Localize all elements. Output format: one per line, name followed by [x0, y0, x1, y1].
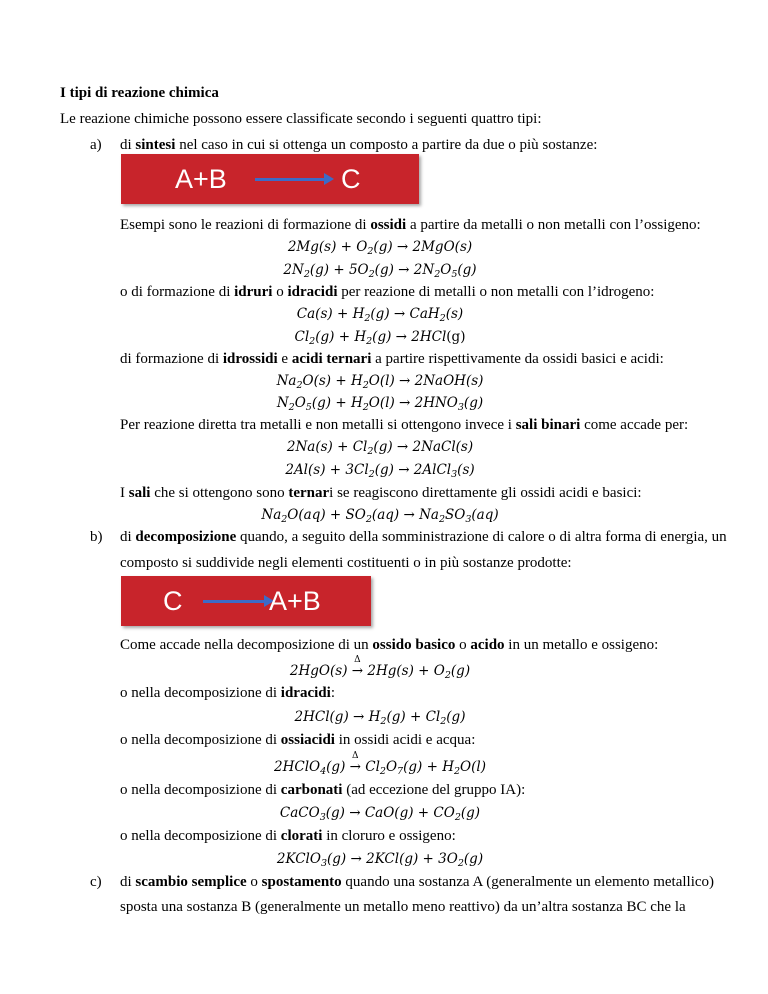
diagram-products: A+B: [269, 586, 321, 616]
arrow-icon: [255, 178, 325, 181]
intro-paragraph: Le reazione chimiche possono essere classificate secondo i seguenti quattro tipi:: [60, 111, 542, 127]
heat-delta-symbol: Δ: [352, 751, 359, 761]
section-b-intro: di decomposizione quando, a seguito della somministrazione di calore o di altra forma di energia, un: [120, 529, 727, 545]
equation: $2HCl(g) \to H_2(g) + Cl_2(g)$: [294, 709, 466, 727]
equation: 2HClO$_4$(g) → Δ $Cl_2O_7(g) + H_2O(l)$: [120, 758, 640, 776]
section-a-example-hydroxides: di formazione di idrossidi e acidi ternari a partire rispettivamente da ossidi basici e acidi:: [120, 351, 664, 367]
equation: 2KClO$_3$(g) → $2KCl(g) + 3O_2(g)$: [276, 851, 484, 869]
section-c-intro: di scambio semplice o spostamento quando una sostanza A (generalmente un elemento metallico): [120, 874, 715, 890]
section-b-example-chlorates: o nella decomposizione di clorati in cloruro e ossigeno:: [120, 828, 456, 844]
equation: $2Na(s) + Cl_2(g)$ → 2NaCl(s): [286, 439, 474, 457]
equation: 2HgO(s) → Δ $2Hg(s) + O_2(g)$: [120, 662, 640, 680]
equation: $N_2O_5(g) + H_2O(l) \to 2HNO_3(g)$: [276, 395, 484, 413]
section-b-example-hydracids: o nella decomposizione di idracidi:: [120, 685, 335, 701]
section-b-intro-continued: composto si suddivide negli elementi costituenti o in più sostanze prodotte:: [120, 555, 572, 571]
section-a-example-ternary-salts: I sali che si ottengono sono ternari se reagiscono direttamente gli ossidi acidi e basici:: [120, 485, 642, 501]
diagram-reactant: C: [163, 586, 183, 616]
equation: $2Al(s) + 3Cl_2(g)$ → 2AlCl$_3$(s): [285, 462, 475, 480]
equation: $2Mg(s) + O_2(g) \to 2MgO(s)$: [287, 239, 473, 257]
list-marker-c: c): [90, 874, 102, 890]
section-a-example-hydrides: o di formazione di idruri o idracidi per reazione di metalli o non metalli con l’idrogeno:: [120, 284, 655, 300]
equation: $Cl_2(g) + H_2(g) \to 2HCl(g)$: [294, 329, 466, 347]
diagram-reactants: A+B: [175, 164, 227, 194]
section-b-example-oxides: Come accade nella decomposizione di un ossido basico o acido in un metallo e ossigeno:: [120, 637, 659, 653]
arrow-icon: [203, 600, 265, 603]
list-marker-a: a): [90, 137, 102, 153]
list-marker-b: b): [90, 529, 103, 545]
section-b-example-carbonates: o nella decomposizione di carbonati (ad eccezione del gruppo IA):: [120, 782, 526, 798]
page-title: I tipi di reazione chimica: [60, 85, 219, 101]
equation: $Ca(s) + H_2(g) \to CaH_2(s)$: [296, 306, 464, 324]
heat-delta-symbol: Δ: [354, 655, 361, 665]
equation: $2N_2(g) + 5O_2(g) \to 2N_2O_5(g)$: [283, 262, 477, 280]
decomposition-diagram: [121, 576, 371, 626]
section-c-intro-continued: sposta una sostanza B (generalmente un metallo meno reattivo) da un’altra sostanza BC che la: [120, 899, 686, 915]
section-b-example-oxyacids: o nella decomposizione di ossiacidi in ossidi acidi e acqua:: [120, 732, 476, 748]
equation: $Na_2O(s) + H_2O(l)$ → 2NaOH(s): [276, 373, 484, 391]
equation: $Na_2O(aq) + SO_2(aq) \to Na_2SO_3(aq)$: [261, 507, 499, 525]
section-a-example-binary-salts: Per reazione diretta tra metalli e non metalli si ottengono invece i sali binari come accade per:: [120, 417, 689, 433]
diagram-product: C: [341, 164, 361, 194]
equation: CaCO$_3$(g) → $CaO(g) + CO_2(g)$: [279, 805, 481, 823]
section-a-intro: di sintesi nel caso in cui si ottenga un composto a partire da due o più sostanze:: [120, 137, 598, 153]
synthesis-diagram: [121, 154, 419, 204]
section-a-example-oxides: Esempi sono le reazioni di formazione di ossidi a partire da metalli o non metalli con l’ossigeno:: [120, 217, 701, 233]
